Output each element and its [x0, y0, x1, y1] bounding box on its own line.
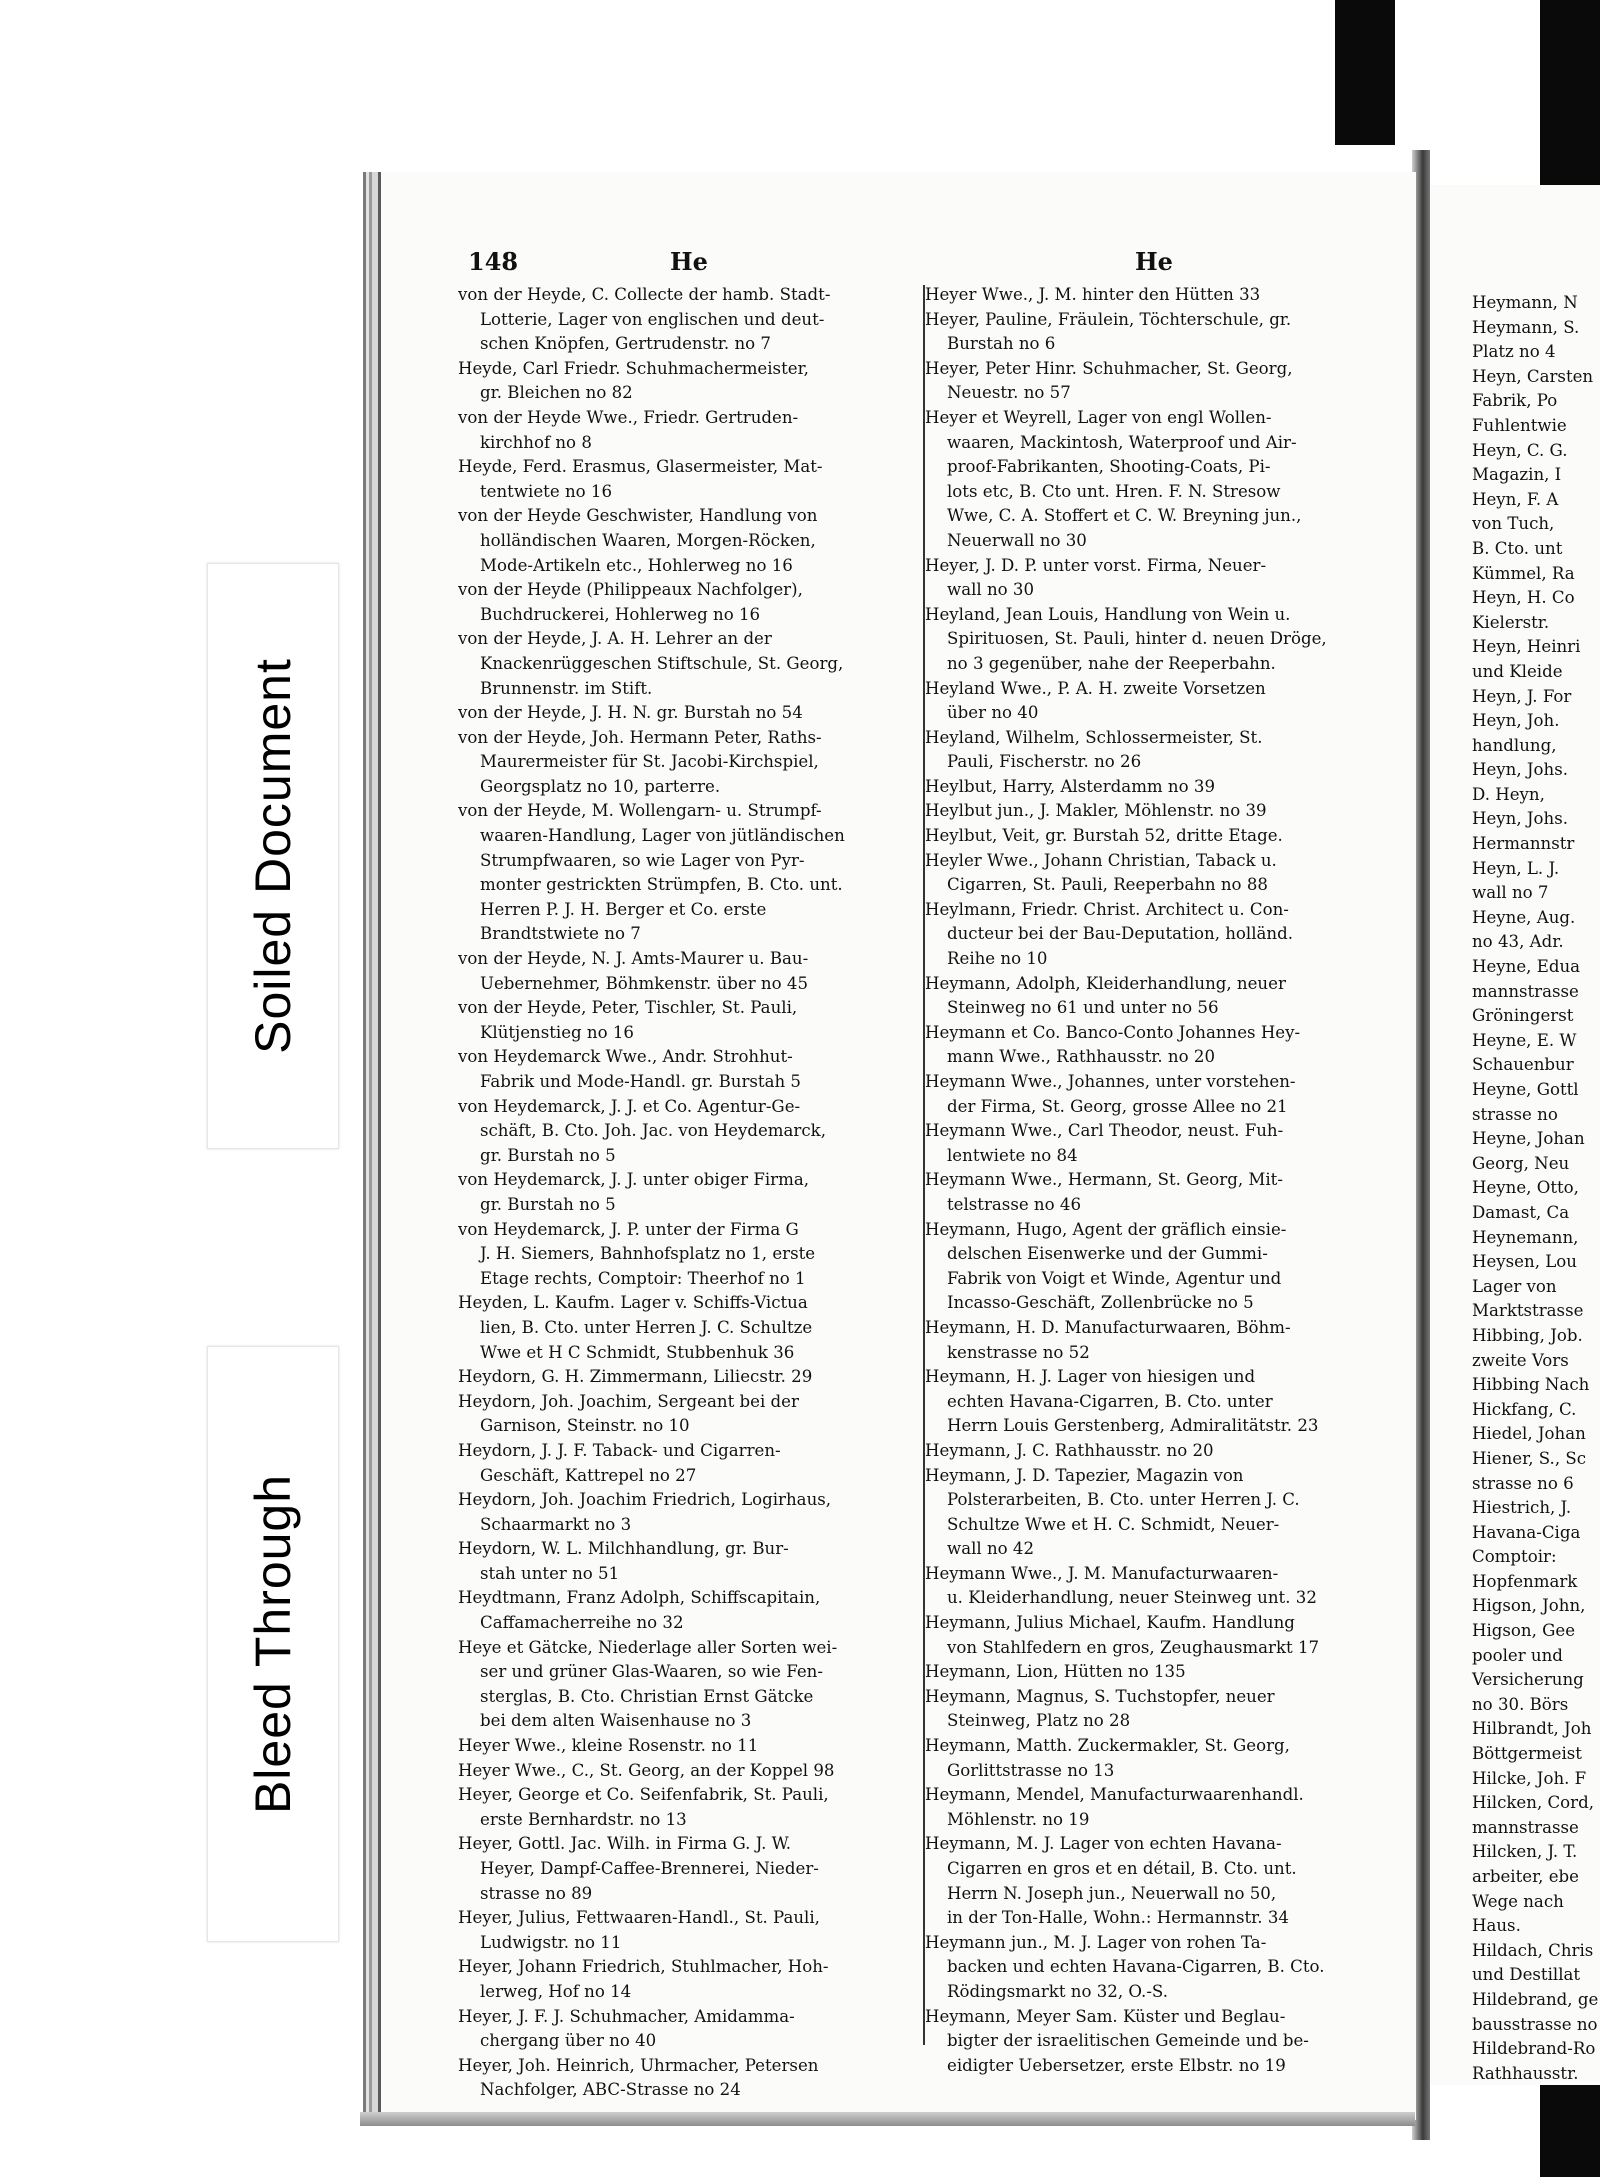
right-column-line: Hopfenmark	[1472, 1571, 1578, 1591]
left-column-entry-line: Heyer Wwe., kleine Rosenstr. no 11	[458, 1736, 759, 1756]
left-column-entry	[458, 1439, 920, 1488]
middle-column-entry	[925, 1070, 1383, 1119]
left-column-entry	[458, 1759, 920, 1784]
right-column-line: Heyne, Johan	[1472, 1129, 1585, 1149]
left-column-entry-line: Wwe et H C Schmidt, Stubbenhuk 36	[480, 1342, 795, 1362]
right-column-line: Heyn, F. A	[1472, 489, 1559, 509]
left-column-entry	[458, 701, 920, 726]
middle-column-entry-line: backen und echten Havana-Cigarren, B. Cto.	[947, 1957, 1325, 1977]
directory-column-middle	[925, 283, 1383, 2078]
left-column-entry	[458, 1291, 920, 1365]
left-column-entry-line: Brandtstwiete no 7	[480, 924, 641, 944]
left-column-entry-line: chergang über no 40	[480, 2031, 657, 2051]
right-column-line: strasse no 6	[1472, 1473, 1574, 1493]
middle-column-entry-line: Cigarren en gros et en détail, B. Cto. unt.	[947, 1859, 1297, 1878]
right-column-line: handlung,	[1472, 735, 1557, 755]
right-column-line: mannstrasse	[1472, 1817, 1579, 1837]
middle-column-entry-line: no 3 gegenüber, nahe der Reeperbahn.	[947, 653, 1276, 673]
middle-column-entry-line: von Stahlfedern en gros, Zeughausmarkt 17	[947, 1637, 1320, 1657]
right-column-line: und Kleide	[1472, 661, 1563, 681]
middle-column-entry	[925, 1611, 1383, 1660]
right-column-line: Versicherung	[1472, 1670, 1584, 1690]
left-column-entry-line: Heyer, Gottl. Jac. Wilh. in Firma G. J. W.	[458, 1834, 792, 1854]
middle-column-entry	[925, 799, 1383, 824]
right-column-line: Fabrik, Po	[1472, 391, 1558, 411]
right-column-line: Schauenbur	[1472, 1055, 1574, 1075]
left-column-entry-line: von Heydemarck Wwe., Andr. Strohhut-	[458, 1047, 793, 1067]
right-column-line: Heymann, S.	[1472, 317, 1580, 337]
left-column-entry-line: Heyer, J. F. J. Schuhmacher, Amidamma-	[458, 2006, 795, 2026]
left-column-entry-line: von der Heyde, N. J. Amts-Maurer u. Bau-	[458, 949, 809, 969]
right-column-line: Heyn, C. G.	[1472, 440, 1568, 460]
left-column-entry-line: Heyer, Joh. Heinrich, Uhrmacher, Petersen	[458, 2055, 819, 2075]
middle-column-entry	[925, 726, 1383, 775]
left-column-entry-line: Nachfolger, ABC-Strasse no 24	[480, 2080, 741, 2100]
middle-column-entry-line: Heymann jun., M. J. Lager von rohen Ta-	[925, 1932, 1267, 1952]
page-stack-edge	[360, 2112, 1415, 2126]
left-column-entry	[458, 1488, 920, 1537]
middle-column-entry-line: Heymann Wwe., Johannes, unter vorstehen-	[925, 1072, 1296, 1091]
soiled-document-label	[207, 563, 339, 1149]
right-column-line: no 30. Börs	[1472, 1694, 1569, 1714]
right-column-line: Heyn, J. For	[1472, 686, 1572, 706]
left-column-entry-line: gr. Burstah no 5	[480, 1194, 616, 1214]
left-column-entry-line: ser und grüner Glas-Waaren, so wie Fen-	[480, 1662, 823, 1682]
middle-column-entry	[925, 554, 1383, 603]
right-column-line: Hibbing, Job.	[1472, 1325, 1583, 1345]
middle-column-entry-line: Heymann, J. D. Tapezier, Magazin von	[925, 1465, 1244, 1485]
middle-column-entry-line: Heymann, H. D. Manufacturwaaren, Böhm-	[925, 1317, 1291, 1337]
left-column-entry	[458, 504, 920, 578]
middle-column-entry-line: Steinweg no 61 und unter no 56	[947, 998, 1219, 1018]
middle-column-entry-line: Heymann Wwe., J. M. Manufacturwaaren-	[925, 1563, 1279, 1583]
middle-column-entry-line: mann Wwe., Rathhausstr. no 20	[947, 1047, 1215, 1067]
right-column-line: Heyn, H. Co	[1472, 588, 1575, 608]
left-column-entry-line: Garnison, Steinstr. no 10	[480, 1416, 690, 1436]
left-column-entry-line: Heyer, Dampf-Caffee-Brennerei, Nieder-	[480, 1859, 819, 1878]
left-column-entry	[458, 283, 920, 357]
left-column-entry-line: sterglas, B. Cto. Christian Ernst Gätcke	[480, 1686, 814, 1706]
left-column-entry-line: von der Heyde, J. H. N. gr. Burstah no 54	[458, 703, 803, 723]
middle-column-entry-line: Heyler Wwe., Johann Christian, Taback u.	[925, 850, 1277, 870]
middle-column-entry-line: Heymann et Co. Banco-Conto Johannes Hey-	[925, 1022, 1301, 1042]
left-column-entry-line: waaren-Handlung, Lager von jütländischen	[480, 826, 845, 846]
middle-column-entry-line: waaren, Mackintosh, Waterproof und Air-	[947, 432, 1297, 452]
middle-column-entry	[925, 1168, 1383, 1217]
left-column-entry	[458, 2005, 920, 2054]
middle-column-entry	[925, 1365, 1383, 1439]
middle-column-entry	[925, 1439, 1383, 1464]
middle-column-entry-line: Wwe, C. A. Stoffert et C. W. Breyning jun.,	[947, 506, 1302, 526]
right-column-line: Kielerstr.	[1472, 612, 1550, 632]
middle-column-entry-line: proof-Fabrikanten, Shooting-Coats, Pi-	[947, 457, 1271, 477]
running-head-right: He	[1135, 247, 1173, 276]
right-column-line: zweite Vors	[1472, 1350, 1569, 1370]
left-column-entry	[458, 1365, 920, 1390]
left-column-entry-line: strasse no 89	[480, 1883, 593, 1903]
middle-column-entry-line: Heymann, J. C. Rathhausstr. no 20	[925, 1440, 1214, 1460]
middle-column-entry-line: Fabrik von Voigt et Winde, Agentur und	[947, 1268, 1282, 1288]
left-column-entry-line: Schaarmarkt no 3	[480, 1514, 632, 1534]
right-column-line: Hiener, S., Sc	[1472, 1448, 1587, 1468]
middle-column-entry	[925, 677, 1383, 726]
left-column-entry	[458, 996, 920, 1045]
middle-column-entry-line: Heyer, Peter Hinr. Schuhmacher, St. Georg,	[925, 358, 1293, 378]
left-column-entry-line: von der Heyde Wwe., Friedr. Gertruden-	[458, 407, 799, 427]
left-column-entry	[458, 1390, 920, 1439]
right-column-line: Damast, Ca	[1472, 1202, 1570, 1222]
middle-column-entry-line: Heyer et Weyrell, Lager von engl Wollen-	[925, 407, 1272, 427]
middle-column-entry-line: Incasso-Geschäft, Zollenbrücke no 5	[947, 1293, 1254, 1313]
right-column-line: Havana-Ciga	[1472, 1522, 1581, 1542]
right-column-line: Heyn, L. J.	[1472, 858, 1560, 878]
left-column-entry	[458, 406, 920, 455]
left-column-entry-line: Maurermeister für St. Jacobi-Kirchspiel,	[480, 752, 819, 772]
left-column-entry-line: Knackenrüggeschen Stiftschule, St. Georg,	[480, 653, 844, 673]
middle-column-entry-line: über no 40	[947, 703, 1039, 723]
right-column-line: Platz no 4	[1472, 342, 1556, 362]
right-column-line: Gröningerst	[1472, 1006, 1574, 1026]
right-column-line: D. Heyn,	[1472, 784, 1545, 804]
right-column-line: und Destillat	[1472, 1965, 1581, 1985]
left-column-entry	[458, 1783, 920, 1832]
middle-column-entry	[925, 849, 1383, 898]
middle-column-entry	[925, 1832, 1383, 1930]
left-column-entry-line: Heydtmann, Franz Adolph, Schiffscapitain,	[458, 1588, 821, 1608]
right-column-line: Wege nach	[1472, 1891, 1564, 1911]
left-column-entry	[458, 1586, 920, 1635]
middle-column-entry-line: Heymann, M. J. Lager von echten Havana-	[925, 1834, 1282, 1854]
right-column-line: Hermannstr	[1472, 834, 1575, 854]
middle-column-entry	[925, 1931, 1383, 2005]
left-column-entry-line: von Heydemarck, J. P. unter der Firma G	[458, 1219, 799, 1239]
left-column-entry	[458, 2054, 920, 2103]
right-column-line: Magazin, I	[1472, 465, 1562, 485]
middle-column-entry-line: Herrn N. Joseph jun., Neuerwall no 50,	[947, 1883, 1277, 1903]
middle-column-entry-line: Heylbut, Harry, Alsterdamm no 39	[925, 776, 1216, 796]
left-column-entry-line: schäft, B. Cto. Joh. Jac. von Heydemarck,	[480, 1121, 826, 1141]
left-column-entry	[458, 1734, 920, 1759]
right-column-line: Georg, Neu	[1472, 1153, 1570, 1173]
middle-column-entry	[925, 824, 1383, 849]
middle-column-entry-line: telstrasse no 46	[947, 1194, 1081, 1214]
left-column-entry-line: gr. Burstah no 5	[480, 1145, 616, 1165]
right-column-line: Marktstrasse	[1472, 1301, 1584, 1321]
middle-column-entry	[925, 283, 1383, 308]
left-column-entry-line: Heydorn, J. J. F. Taback- und Cigarren-	[458, 1440, 781, 1460]
right-column-line: Hilcke, Joh. F	[1472, 1768, 1587, 1788]
soiled-document-label-text: Soiled Document	[245, 658, 301, 1054]
middle-column-entry-line: Schultze Wwe et H. C. Schmidt, Neuer-	[947, 1514, 1280, 1534]
middle-column-entry-line: Neuerwall no 30	[947, 530, 1087, 550]
middle-column-entry	[925, 1218, 1383, 1316]
middle-column-entry	[925, 1119, 1383, 1168]
left-column-entry	[458, 1906, 920, 1955]
right-column-line: bausstrasse no	[1472, 2014, 1598, 2034]
middle-column-entry	[925, 898, 1383, 972]
right-column-line: Hiestrich, J.	[1472, 1498, 1572, 1518]
middle-column-entry	[925, 308, 1383, 357]
left-column-entry	[458, 627, 920, 701]
middle-column-entry-line: bigter der israelitischen Gemeinde und be-	[947, 2031, 1309, 2051]
black-binding-strip-top	[1335, 0, 1395, 145]
right-column-line: mannstrasse	[1472, 981, 1579, 1001]
left-column-entry-line: Buchdruckerei, Hohlerweg no 16	[480, 604, 761, 624]
left-column-entry-line: Mode-Artikeln etc., Hohlerweg no 16	[480, 555, 793, 575]
middle-column-entry-line: Heymann, Adolph, Kleiderhandlung, neuer	[925, 973, 1286, 993]
middle-column-entry-line: Möhlenstr. no 19	[947, 1809, 1090, 1829]
left-column-entry-line: von der Heyde Geschwister, Handlung von	[458, 506, 818, 526]
right-column-line: Hilcken, Cord,	[1472, 1793, 1595, 1813]
page-number: 148	[468, 247, 519, 276]
right-column-line: strasse no	[1472, 1104, 1558, 1124]
right-column-line: Heymann, N	[1472, 293, 1578, 312]
middle-column-entry-line: wall no 42	[947, 1539, 1035, 1559]
middle-column-entry	[925, 1021, 1383, 1070]
left-column-entry-line: kirchhof no 8	[480, 432, 592, 452]
left-column-entry-line: Heyde, Ferd. Erasmus, Glasermeister, Mat-	[458, 457, 823, 477]
right-column-line: Heyn, Carsten	[1472, 366, 1594, 386]
left-column-entry-line: Georgsplatz no 10, parterre.	[480, 776, 721, 796]
middle-column-entry-line: Heymann, H. J. Lager von hiesigen und	[925, 1367, 1256, 1387]
middle-column-entry-line: Heyland, Jean Louis, Handlung von Wein u.	[925, 604, 1291, 624]
left-column-entry-line: von der Heyde, C. Collecte der hamb. Stadt-	[458, 285, 831, 304]
left-column-entry-line: Brunnenstr. im Stift.	[480, 678, 653, 698]
middle-column-entry-line: Heymann, Mendel, Manufacturwaarenhandl.	[925, 1785, 1304, 1805]
right-column-line: Hilcken, J. T.	[1472, 1842, 1578, 1862]
middle-column-entry-line: lots etc, B. Cto unt. Hren. F. N. Stresow	[947, 481, 1281, 501]
middle-column-entry	[925, 603, 1383, 677]
middle-column-entry-line: Heymann, Meyer Sam. Küster und Beglau-	[925, 2006, 1286, 2026]
middle-column-entry	[925, 1464, 1383, 1562]
right-column-line: Hilbrandt, Joh	[1472, 1719, 1592, 1739]
left-column-entry-line: tentwiete no 16	[480, 481, 613, 501]
left-column-entry-line: Ludwigstr. no 11	[480, 1932, 622, 1952]
left-column-entry-line: von der Heyde, M. Wollengarn- u. Strumpf-	[458, 801, 822, 821]
middle-column-entry	[925, 972, 1383, 1021]
middle-column-entry-line: Reihe no 10	[947, 949, 1048, 969]
running-head-left: He	[670, 247, 708, 276]
right-column-line: wall no 7	[1472, 883, 1549, 903]
right-column-line: Haus.	[1472, 1916, 1521, 1936]
middle-column-entry-line: Steinweg, Platz no 28	[947, 1711, 1131, 1731]
middle-column-entry-line: Neuestr. no 57	[947, 383, 1071, 403]
middle-column-entry	[925, 775, 1383, 800]
left-column-entry	[458, 578, 920, 627]
right-column-line: Heyne, Edua	[1472, 957, 1581, 977]
right-column-line: von Tuch,	[1472, 514, 1555, 534]
right-column-line: Heysen, Lou	[1472, 1252, 1577, 1272]
middle-column-entry	[925, 1734, 1383, 1783]
right-column-line: Heynemann,	[1472, 1227, 1579, 1247]
left-column-entry-line: Heye et Gätcke, Niederlage aller Sorten wei-	[458, 1637, 838, 1657]
left-column-entry-line: Fabrik und Mode-Handl. gr. Burstah 5	[480, 1072, 801, 1091]
middle-column-entry-line: wall no 30	[947, 580, 1035, 600]
right-column-line: Kümmel, Ra	[1472, 563, 1575, 583]
right-column-line: Rathhausstr.	[1472, 2063, 1579, 2083]
middle-column-entry-line: Heymann, Julius Michael, Kaufm. Handlung	[925, 1613, 1295, 1633]
left-column-entry-line: Heydorn, Joh. Joachim Friedrich, Logirhaus,	[458, 1490, 832, 1510]
right-column-line: Higson, John,	[1472, 1596, 1586, 1616]
left-column-entry-line: Geschäft, Kattrepel no 27	[480, 1465, 697, 1485]
left-column-entry-line: Heyer Wwe., C., St. Georg, an der Koppel 98	[458, 1760, 835, 1780]
middle-column-entry-line: Rödingsmarkt no 32, O.-S.	[947, 1981, 1168, 2001]
left-column-entry-line: Klütjenstieg no 16	[480, 1022, 634, 1042]
middle-column-entry	[925, 1685, 1383, 1734]
middle-column-entry-line: in der Ton-Halle, Wohn.: Hermannstr. 34	[947, 1908, 1289, 1928]
left-column-entry-line: lerweg, Hof no 14	[480, 1981, 632, 2001]
left-column-entry-line: Uebernehmer, Böhmkenstr. über no 45	[480, 973, 809, 993]
right-column-line: Hildach, Chris	[1472, 1940, 1594, 1960]
right-column-line: Heyn, Johs.	[1472, 809, 1569, 829]
middle-column-entry-line: Gorlittstrasse no 13	[947, 1760, 1115, 1780]
middle-column-entry	[925, 1562, 1383, 1611]
left-column-entry	[458, 455, 920, 504]
middle-column-entry-line: Heymann, Magnus, S. Tuchstopfer, neuer	[925, 1686, 1275, 1706]
left-column-entry-line: Heyer, Julius, Fettwaaren-Handl., St. Pauli,	[458, 1908, 820, 1928]
left-column-entry-line: monter gestrickten Strümpfen, B. Cto. unt.	[480, 875, 843, 895]
right-column-line: Lager von	[1472, 1276, 1557, 1296]
left-column-entry-line: holländischen Waaren, Morgen-Röcken,	[480, 530, 816, 550]
bleed-through-label-text: Bleed Through	[245, 1473, 301, 1815]
left-column-entry	[458, 1537, 920, 1586]
middle-column-entry-line: Herrn Louis Gerstenberg, Admiralitätstr. 23	[947, 1416, 1319, 1436]
left-column-entry-line: Heyde, Carl Friedr. Schuhmachermeister,	[458, 358, 809, 378]
left-column-entry-line: von der Heyde, Joh. Hermann Peter, Raths-	[458, 727, 822, 747]
right-column-line: Heyn, Johs.	[1472, 760, 1569, 780]
middle-column-entry-line: Heyer Wwe., J. M. hinter den Hütten 33	[925, 285, 1261, 304]
middle-column-entry-line: Heymann, Lion, Hütten no 135	[925, 1662, 1186, 1682]
middle-column-entry-line: Heymann, Matth. Zuckermakler, St. Georg,	[925, 1736, 1290, 1756]
left-column-entry-line: Herren P. J. H. Berger et Co. erste	[480, 899, 767, 919]
left-column-entry-line: Strumpfwaaren, so wie Lager von Pyr-	[480, 850, 805, 870]
left-column-entry	[458, 1636, 920, 1734]
bleed-through-label	[207, 1346, 339, 1942]
middle-column-entry-line: eidigter Uebersetzer, erste Elbstr. no 19	[947, 2055, 1286, 2075]
right-column-line: Comptoir:	[1472, 1547, 1557, 1567]
left-column-entry-line: von Heydemarck, J. J. et Co. Agentur-Ge-	[458, 1096, 801, 1116]
left-column-entry-line: schen Knöpfen, Gertrudenstr. no 7	[480, 334, 771, 354]
middle-column-entry-line: u. Kleiderhandlung, neuer Steinweg unt. 32	[947, 1588, 1317, 1608]
left-column-entry-line: lien, B. Cto. unter Herren J. C. Schultze	[480, 1317, 813, 1337]
right-column-line: Heyne, Aug.	[1472, 907, 1576, 927]
left-column-entry-line: bei dem alten Waisenhause no 3	[480, 1711, 752, 1731]
left-column-entry-line: erste Bernhardstr. no 13	[480, 1809, 687, 1829]
middle-column-entry-line: Heyland Wwe., P. A. H. zweite Vorsetzen	[925, 678, 1266, 698]
middle-column-entry-line: Heyer, Pauline, Fräulein, Töchterschule, gr.	[925, 309, 1292, 329]
right-column-line: Hiedel, Johan	[1472, 1424, 1586, 1444]
left-column-entry	[458, 357, 920, 406]
middle-column-entry	[925, 1783, 1383, 1832]
right-column-line: Heyne, E. W	[1472, 1030, 1577, 1050]
right-column-line: B. Cto. unt	[1472, 538, 1563, 558]
left-column-entry-line: Heydorn, G. H. Zimmermann, Liliecstr. 29	[458, 1367, 813, 1387]
middle-column-entry-line: Burstah no 6	[947, 334, 1056, 354]
left-column-entry-line: stah unter no 51	[480, 1563, 620, 1583]
middle-column-entry-line: lentwiete no 84	[947, 1145, 1078, 1165]
middle-column-entry-line: delschen Eisenwerke und der Gummi-	[947, 1244, 1268, 1264]
right-column-line: Hildebrand, ge	[1472, 1989, 1599, 2009]
right-column-line: arbeiter, ebe	[1472, 1867, 1579, 1886]
left-column-entry-line: Caffamacherreihe no 32	[480, 1613, 684, 1633]
left-column-entry	[458, 799, 920, 947]
right-column-line: Heyne, Gottl	[1472, 1080, 1579, 1099]
middle-column-entry-line: Heyland, Wilhelm, Schlossermeister, St.	[925, 727, 1263, 747]
middle-column-entry-line: Heylbut, Veit, gr. Burstah 52, dritte Etage.	[925, 826, 1283, 846]
left-column-entry	[458, 1168, 920, 1217]
middle-column-entry-line: der Firma, St. Georg, grosse Allee no 21	[947, 1096, 1288, 1116]
right-column-line: Fuhlentwie	[1472, 415, 1567, 435]
middle-column-entry-line: Heymann, Hugo, Agent der gräflich einsie-	[925, 1219, 1287, 1239]
middle-column-entry	[925, 1660, 1383, 1685]
middle-column-entry	[925, 1316, 1383, 1365]
middle-column-entry-line: ducteur bei der Bau-Deputation, holländ.	[947, 924, 1294, 944]
right-column-line: Heyn, Heinri	[1472, 637, 1581, 657]
left-column-entry-line: von der Heyde, J. A. H. Lehrer an der	[458, 629, 772, 649]
right-column-line: no 43, Adr.	[1472, 932, 1564, 952]
middle-column-entry-line: Spirituosen, St. Pauli, hinter d. neuen Dröge,	[947, 629, 1327, 649]
right-column-line: Hildebrand-Ro	[1472, 2039, 1596, 2059]
left-column-entry-line: Heyer, George et Co. Seifenfabrik, St. Pauli,	[458, 1785, 829, 1805]
right-column-line: Hibbing Nach	[1472, 1375, 1590, 1395]
middle-column-entry	[925, 357, 1383, 406]
right-column-line: Higson, Gee	[1472, 1621, 1576, 1641]
directory-column-left	[458, 283, 920, 2103]
left-column-entry	[458, 1095, 920, 1169]
left-column-entry-line: J. H. Siemers, Bahnhofsplatz no 1, erste	[480, 1244, 816, 1264]
left-column-entry-line: Heyden, L. Kaufm. Lager v. Schiffs-Victua	[458, 1293, 808, 1313]
middle-column-entry-line: echten Havana-Cigarren, B. Cto. unter	[947, 1391, 1273, 1411]
right-column-line: Heyne, Otto,	[1472, 1178, 1579, 1198]
left-column-entry-line: von der Heyde (Philippeaux Nachfolger),	[458, 580, 803, 600]
left-column-entry	[458, 1045, 920, 1094]
left-column-entry-line: Heydorn, Joh. Joachim, Sergeant bei der	[458, 1391, 799, 1411]
right-column-line: Heyn, Joh.	[1472, 711, 1560, 731]
middle-column-entry	[925, 2005, 1383, 2079]
directory-column-right-cropped	[1472, 291, 1600, 2086]
middle-column-entry-line: Heymann Wwe., Hermann, St. Georg, Mit-	[925, 1170, 1283, 1190]
right-column-line: Hickfang, C.	[1472, 1399, 1577, 1419]
left-column-entry-line: von der Heyde, Peter, Tischler, St. Pauli,	[458, 998, 798, 1018]
middle-column-entry-line: Pauli, Fischerstr. no 26	[947, 752, 1142, 772]
left-column-entry	[458, 1832, 920, 1906]
left-column-entry-line: von Heydemarck, J. J. unter obiger Firma,	[458, 1170, 810, 1190]
middle-column-entry	[925, 406, 1383, 554]
middle-column-entry-line: Heylmann, Friedr. Christ. Architect u. Con-	[925, 899, 1289, 919]
left-column-entry	[458, 947, 920, 996]
middle-column-entry-line: Heylbut jun., J. Makler, Möhlenstr. no 39	[925, 801, 1267, 821]
left-column-entry-line: Heyer, Johann Friedrich, Stuhlmacher, Hoh-	[458, 1957, 829, 1977]
left-column-entry-line: Etage rechts, Comptoir: Theerhof no 1	[480, 1268, 806, 1288]
left-column-entry-line: Lotterie, Lager von englischen und deut-	[480, 309, 825, 329]
right-column-line: Böttgermeist	[1472, 1744, 1582, 1764]
left-column-entry	[458, 726, 920, 800]
middle-column-entry-line: Cigarren, St. Pauli, Reeperbahn no 88	[947, 875, 1268, 895]
left-column-entry-line: Heydorn, W. L. Milchhandlung, gr. Bur-	[458, 1539, 789, 1559]
left-column-entry	[458, 1955, 920, 2004]
middle-column-entry-line: Heyer, J. D. P. unter vorst. Firma, Neuer-	[925, 555, 1267, 575]
right-column-line: pooler und	[1472, 1645, 1563, 1665]
left-column-entry	[458, 1218, 920, 1292]
middle-column-entry-line: Heymann Wwe., Carl Theodor, neust. Fuh-	[925, 1121, 1284, 1141]
middle-column-entry-line: kenstrasse no 52	[947, 1342, 1090, 1362]
middle-column-entry-line: Polsterarbeiten, B. Cto. unter Herren J. C.	[947, 1490, 1300, 1510]
left-column-entry-line: gr. Bleichen no 82	[480, 383, 633, 403]
